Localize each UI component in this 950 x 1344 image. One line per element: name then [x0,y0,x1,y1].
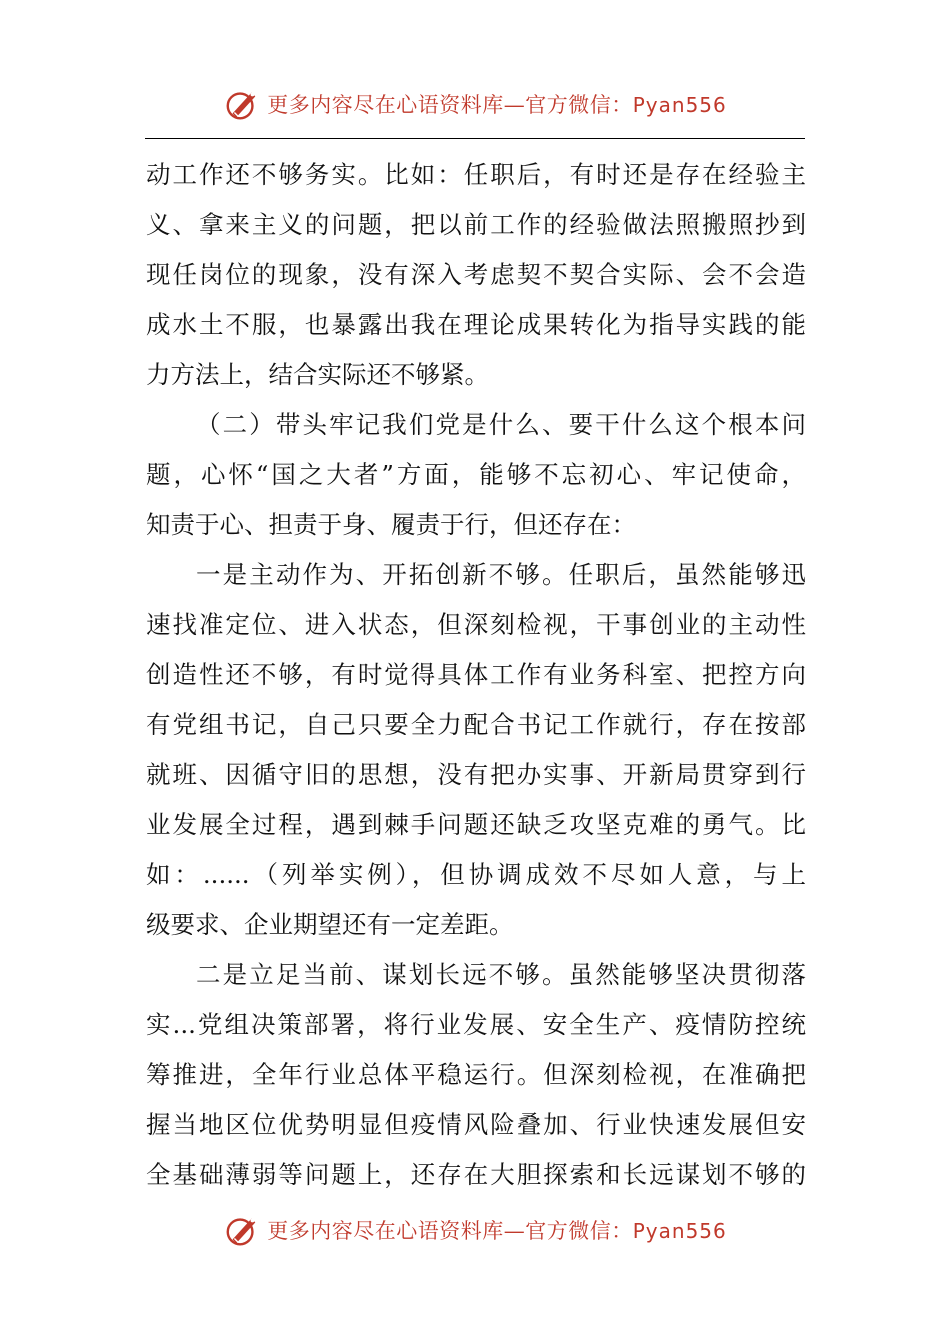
section-heading-line: 题，心怀“国之大者”方面，能够不忘初心、牢记使命， [146,460,806,489]
fountain-pen-logo-icon [223,85,261,123]
text-line: 义、拿来主义的问题，把以前工作的经验做法照搬照抄到 [146,210,806,239]
banner-text [267,89,727,119]
text-line: 动工作还不够务实。比如：任职后，有时还是存在经验主 [146,160,806,189]
section-heading-line: （二）带头牢记我们党是什么、要干什么这个根本问 [196,410,806,439]
text-line: 全基础薄弱等问题上，还存在大胆探索和长远谋划不够的 [146,1160,806,1189]
text-line: 握当地区位优势明显但疫情风险叠加、行业快速发展但安 [146,1110,806,1139]
banner-wechat-id: Pyan556 [632,1219,727,1243]
text-line: 有党组书记，自己只要全力配合书记工作就行，存在按部 [146,710,806,739]
fountain-pen-logo-icon [223,1211,261,1249]
text-line: 现任岗位的现象，没有深入考虑契不契合实际、会不会造 [146,260,806,289]
banner-site-text: 更多内容尽在心语资料库 [267,93,504,117]
text-line: 就班、因循守旧的思想，没有把办实事、开新局贯穿到行 [146,760,806,789]
document-body [146,150,806,1200]
text-line: 筹推进，全年行业总体平稳运行。但深刻检视，在准确把 [146,1060,806,1089]
text-line: 速找准定位、进入状态，但深刻检视，干事创业的主动性 [146,610,806,639]
banner-dash: — [503,1219,526,1243]
banner-text [267,1215,727,1245]
text-line: 力方法上，结合实际还不够紧。 [146,360,489,389]
banner-wechat-label: 官方微信： [525,93,633,117]
section-heading-line: 知责于心、担责于身、履责于行，但还存在： [146,510,636,539]
text-line: 二是立足当前、谋划长远不够。虽然能够坚决贯彻落 [196,960,806,989]
header-banner [0,82,950,126]
banner-wechat-id: Pyan556 [632,93,727,117]
text-line: 如：......（列举实例），但协调成效不尽如人意，与上 [146,860,806,889]
text-line: 实...党组决策部署，将行业发展、安全生产、疫情防控统 [146,1010,806,1039]
footer-banner [0,1208,950,1252]
text-line: 一是主动作为、开拓创新不够。任职后，虽然能够迅 [196,560,806,589]
header-divider [145,138,805,139]
text-line: 成水土不服，也暴露出我在理论成果转化为指导实践的能 [146,310,806,339]
text-line: 创造性还不够，有时觉得具体工作有业务科室、把控方向 [146,660,806,689]
text-line: 级要求、企业期望还有一定差距。 [146,910,514,939]
banner-wechat-label: 官方微信： [525,1219,633,1243]
banner-dash: — [503,93,526,117]
banner-site-text: 更多内容尽在心语资料库 [267,1219,504,1243]
text-line: 业发展全过程，遇到棘手问题还缺乏攻坚克难的勇气。比 [146,810,806,839]
